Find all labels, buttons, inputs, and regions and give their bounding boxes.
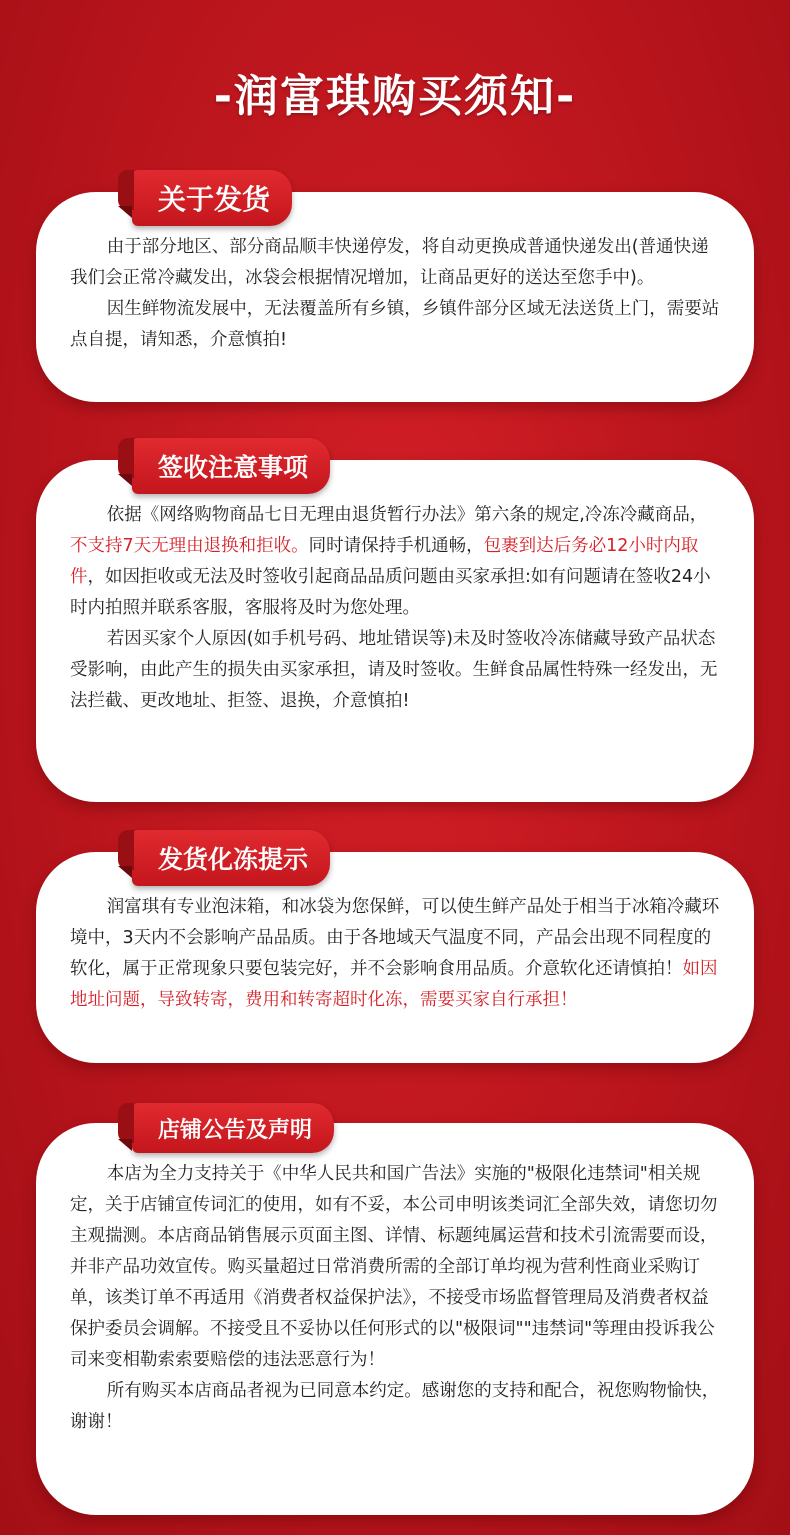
body-text: 同时请保持手机通畅， bbox=[308, 536, 484, 556]
card-body bbox=[36, 1123, 754, 1438]
paragraph bbox=[70, 232, 720, 294]
body-text: 因生鲜物流发展中，无法覆盖所有乡镇，乡镇件部分区域无法送货上门，需要站点自提，请知悉，介意慎拍! bbox=[70, 299, 720, 350]
paragraph bbox=[70, 294, 720, 356]
paragraph bbox=[70, 624, 720, 717]
card-body bbox=[36, 460, 754, 717]
highlighted-text: 如因地址问题，导致转寄，费用和转寄超时化冻，需要买家自行承担！ bbox=[70, 959, 718, 1010]
body-text: 本店为全力支持关于《中华人民共和国广告法》实施的"极限化违禁词"相关规定，关于店铺宣传词汇的使用，如有不妥，本公司申明该类词汇全部失效，请您切勿主观揣测。本店商品销售展示页面主图、详情、标题纯属运营和技术引流需要而设，并非产品功效宣传。购买量超过日常消费所需的全部订单均视为营利性商业采购订单，该类订单不再适用《消费者权益保护法》，不接受市场监督管理局及消费者权益保护委员会调解。不接受且不妥协以任何形式的以"极限词""违禁词"等理由投诉我公司来变相勒索索要赔偿的违法恶意行为！ bbox=[70, 1164, 718, 1370]
paragraph bbox=[70, 500, 720, 624]
section-heading: 签收注意事项 bbox=[132, 438, 330, 494]
section-card bbox=[36, 460, 754, 802]
paragraph bbox=[70, 1376, 720, 1438]
page-title: -润富琪购买须知- bbox=[213, 71, 577, 122]
section-heading: 发货化冻提示 bbox=[132, 830, 330, 886]
section-card bbox=[36, 1123, 754, 1515]
section-receipt-notes bbox=[36, 438, 754, 802]
section-heading: 店铺公告及声明 bbox=[132, 1103, 334, 1153]
body-text: 所有购买本店商品者视为已同意本约定。感谢您的支持和配合，祝您购物愉快，谢谢！ bbox=[70, 1381, 720, 1432]
paragraph bbox=[70, 892, 720, 1016]
highlighted-text: 不支持7天无理由退换和拒收。 bbox=[70, 536, 309, 556]
section-shipping bbox=[36, 170, 754, 402]
body-text: ，如因拒收或无法及时签收引起商品品质问题由买家承担:如有问题请在签收24小时内拍照并联系客服，客服将及时为您处理。 bbox=[70, 567, 711, 618]
body-text: 润富琪有专业泡沫箱，和冰袋为您保鲜，可以使生鲜产品处于相当于冰箱冷藏环境中，3天内不会影响产品品质。由于各地域天气温度不同，产品会出现不同程度的软化，属于正常现象只要包装完好，并不会影响食用品质。介意软化还请慎拍！ bbox=[70, 897, 720, 979]
section-thaw-notice bbox=[36, 830, 754, 1063]
body-text: 依据《网络购物商品七日无理由退货暂行办法》第六条的规定,冷冻冷藏商品， bbox=[106, 505, 708, 525]
paragraph bbox=[70, 1159, 720, 1376]
section-heading: 关于发货 bbox=[132, 170, 292, 226]
section-store-announcement bbox=[36, 1103, 754, 1515]
body-text: 由于部分地区、部分商品顺丰快递停发，将自动更换成普通快递发出(普通快递我们会正常冷藏发出，冰袋会根据情况增加，让商品更好的送达至您手中)。 bbox=[70, 237, 709, 288]
highlighted-text: 包裹到达后务必12小时内取件 bbox=[70, 536, 699, 587]
body-text: 若因买家个人原因(如手机号码、地址错误等)未及时签收冷冻储藏导致产品状态受影响，由此产生的损失由买家承担，请及时签收。生鲜食品属性特殊一经发出，无法拦截、更改地址、拒签、退换，介意慎拍! bbox=[70, 629, 718, 711]
